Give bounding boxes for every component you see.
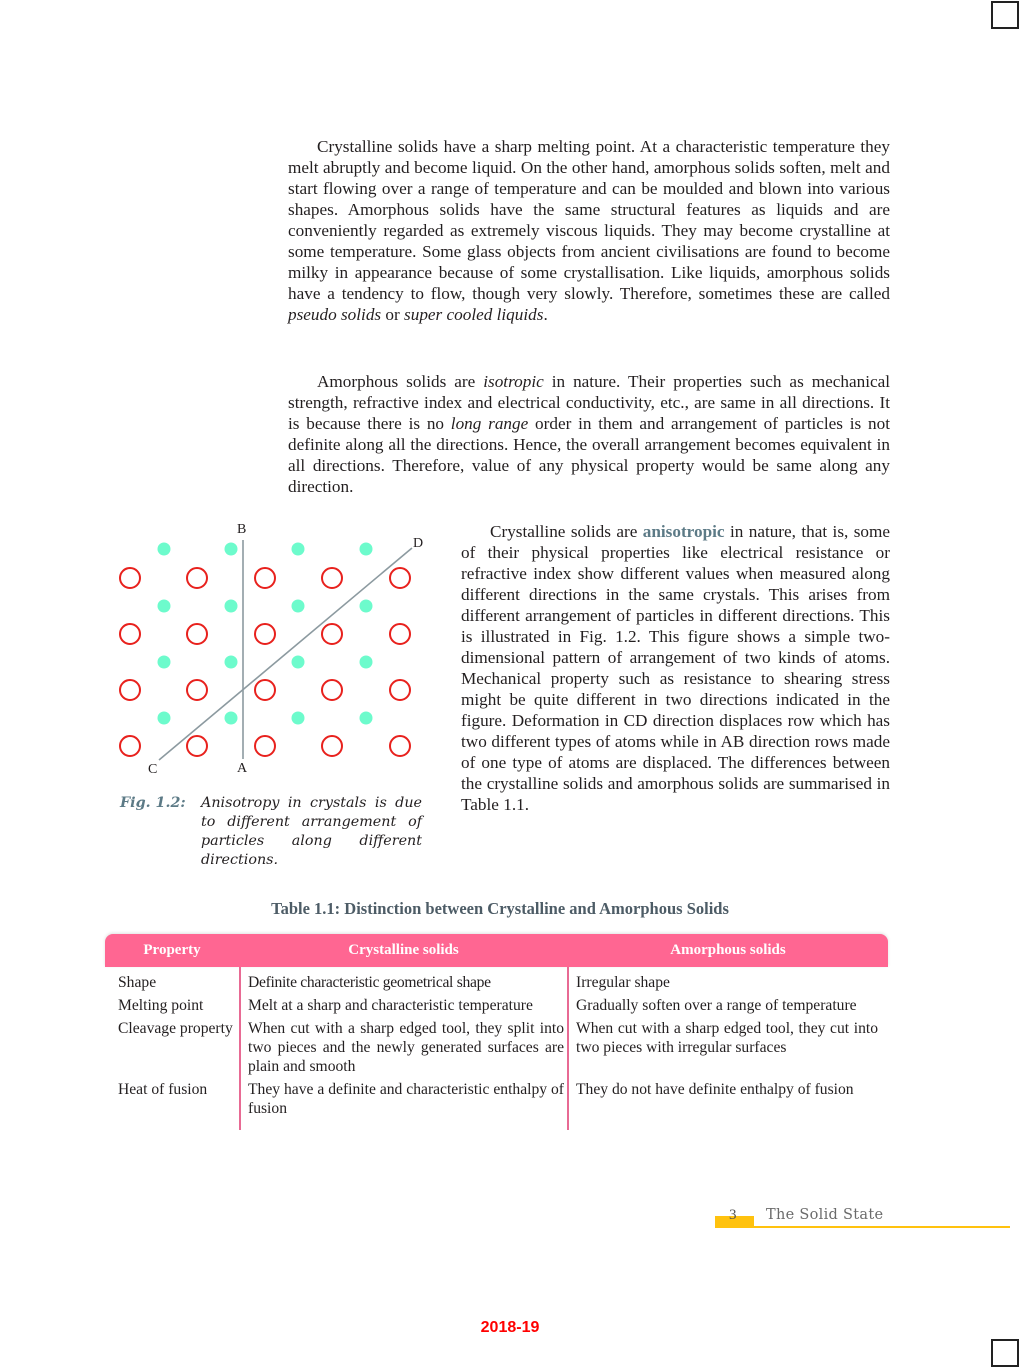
cell-amorphous: Gradually soften over a range of temperature — [576, 997, 857, 1014]
cell-property: Shape — [118, 974, 157, 991]
text-run: . — [543, 305, 548, 324]
text-run: in nature, that is, some of their physical properties like electrical resistance or refractive index show different values when measured along different directions in the same crystals. This arises from different arrangement of particles in different directions. This is illustrated in Fig. 1.2. This figure shows a simple two-dimensional pattern of arrangement of two kinds of atoms. Mechanical property such as resistance to shearing stress might be quite different in two directions indicated in the figure. Deformation in CD direction displaces row which has two different types of atoms while in AB direction rows made of one type of atoms are displaced. The differences between the crystalline solids and amorphous solids are summarised in Table 1.1. — [461, 522, 890, 814]
term-long-range: long range — [450, 414, 529, 433]
atom-lattice-diagram — [110, 515, 440, 785]
comparison-table — [105, 934, 888, 1130]
cell-property: Heat of fusion — [118, 1081, 208, 1098]
table-row — [105, 996, 888, 1015]
text-run: Crystalline solids are — [490, 522, 643, 541]
cell-crystalline: When cut with a sharp edged tool, they split into two pieces and the newly generated surfaces are plain and smooth — [248, 1020, 564, 1075]
table-title: Table 1.1: Distinction between Crystalline and Amorphous Solids — [271, 899, 729, 918]
header-crystalline: Crystalline solids — [348, 942, 459, 958]
figure-anisotropy-diagram — [110, 515, 440, 785]
table-row — [105, 973, 888, 992]
header-amorphous: Amorphous solids — [670, 942, 786, 958]
term-isotropic: isotropic — [483, 372, 544, 391]
cell-amorphous: They do not have definite enthalpy of fusion — [576, 1081, 854, 1098]
table-row — [105, 1080, 888, 1118]
term-anisotropic: anisotropic — [642, 522, 725, 541]
cell-crystalline: They have a definite and characteristic enthalpy of fusion — [248, 1081, 564, 1117]
term-pseudo-solids: pseudo solids — [288, 305, 382, 324]
table-body — [105, 967, 888, 1130]
paragraph-anisotropic — [461, 521, 890, 815]
header-property: Property — [143, 942, 201, 958]
figure-caption — [120, 794, 422, 870]
paragraph-melting-point — [288, 136, 890, 325]
text-run: Amorphous solids are — [317, 372, 484, 391]
label-a: A — [237, 761, 248, 776]
crop-mark-top-right — [991, 1, 1019, 29]
label-c: C — [148, 762, 158, 777]
cell-crystalline: Melt at a sharp and characteristic temperature — [248, 997, 533, 1014]
table-header-row — [105, 934, 888, 967]
crop-mark-bottom-right — [991, 1339, 1019, 1367]
text-run: in nature. Their properties such as mechanical strength, refractive index and electrical conductivity, etc., are same in all directions. It is because there is no — [288, 372, 890, 433]
column-divider — [567, 967, 569, 1130]
year-stamp: 2018-19 — [480, 1319, 540, 1336]
figure-caption-text: Anisotropy in crystals is due to different arrangement of particles along different directions. — [201, 795, 422, 868]
term-super-cooled-liquids: super cooled liquids — [404, 305, 544, 324]
cell-amorphous: When cut with a sharp edged tool, they cut into two pieces with irregular surfaces — [576, 1020, 878, 1056]
table-row — [105, 1019, 888, 1076]
cell-amorphous: Irregular shape — [576, 974, 670, 991]
cell-property: Melting point — [118, 997, 204, 1014]
label-b: B — [237, 522, 247, 537]
label-d: D — [413, 536, 424, 551]
running-title: The Solid State — [766, 1207, 884, 1223]
cell-property: Cleavage property — [118, 1020, 233, 1037]
page-number: 3 — [729, 1207, 737, 1223]
paragraph-isotropic — [288, 371, 890, 497]
text-run: Crystalline solids have a sharp melting point. At a characteristic temperature they melt abruptly and become liquid. On the other hand, amorphous solids soften, melt and start flowing over a range of temperature and can be moulded and blown into various shapes. Amorphous solids have the same structural features as liquids and are conveniently regarded as extremely viscous liquids. They may become crystalline at some temperature. Some glass objects from ancient civilisations are found to become milky in appearance because of some crystallisation. Like liquids, amorphous solids have a tendency to flow, though very slowly. Therefore, sometimes these are called — [288, 137, 890, 303]
line-cd — [159, 548, 412, 760]
cell-crystalline: Definite characteristic geometrical shape — [248, 974, 491, 991]
text-run: or — [381, 305, 405, 324]
column-divider — [239, 967, 241, 1130]
footer-rule — [754, 1226, 1010, 1228]
figure-label: Fig. 1.2: — [120, 795, 186, 811]
text-run: order in them and arrangement of particles is not definite along all the directions. Hence, the overall arrangement becomes equivalent in all directions. Therefore, value of any physical property would be same along any direction. — [288, 414, 891, 496]
